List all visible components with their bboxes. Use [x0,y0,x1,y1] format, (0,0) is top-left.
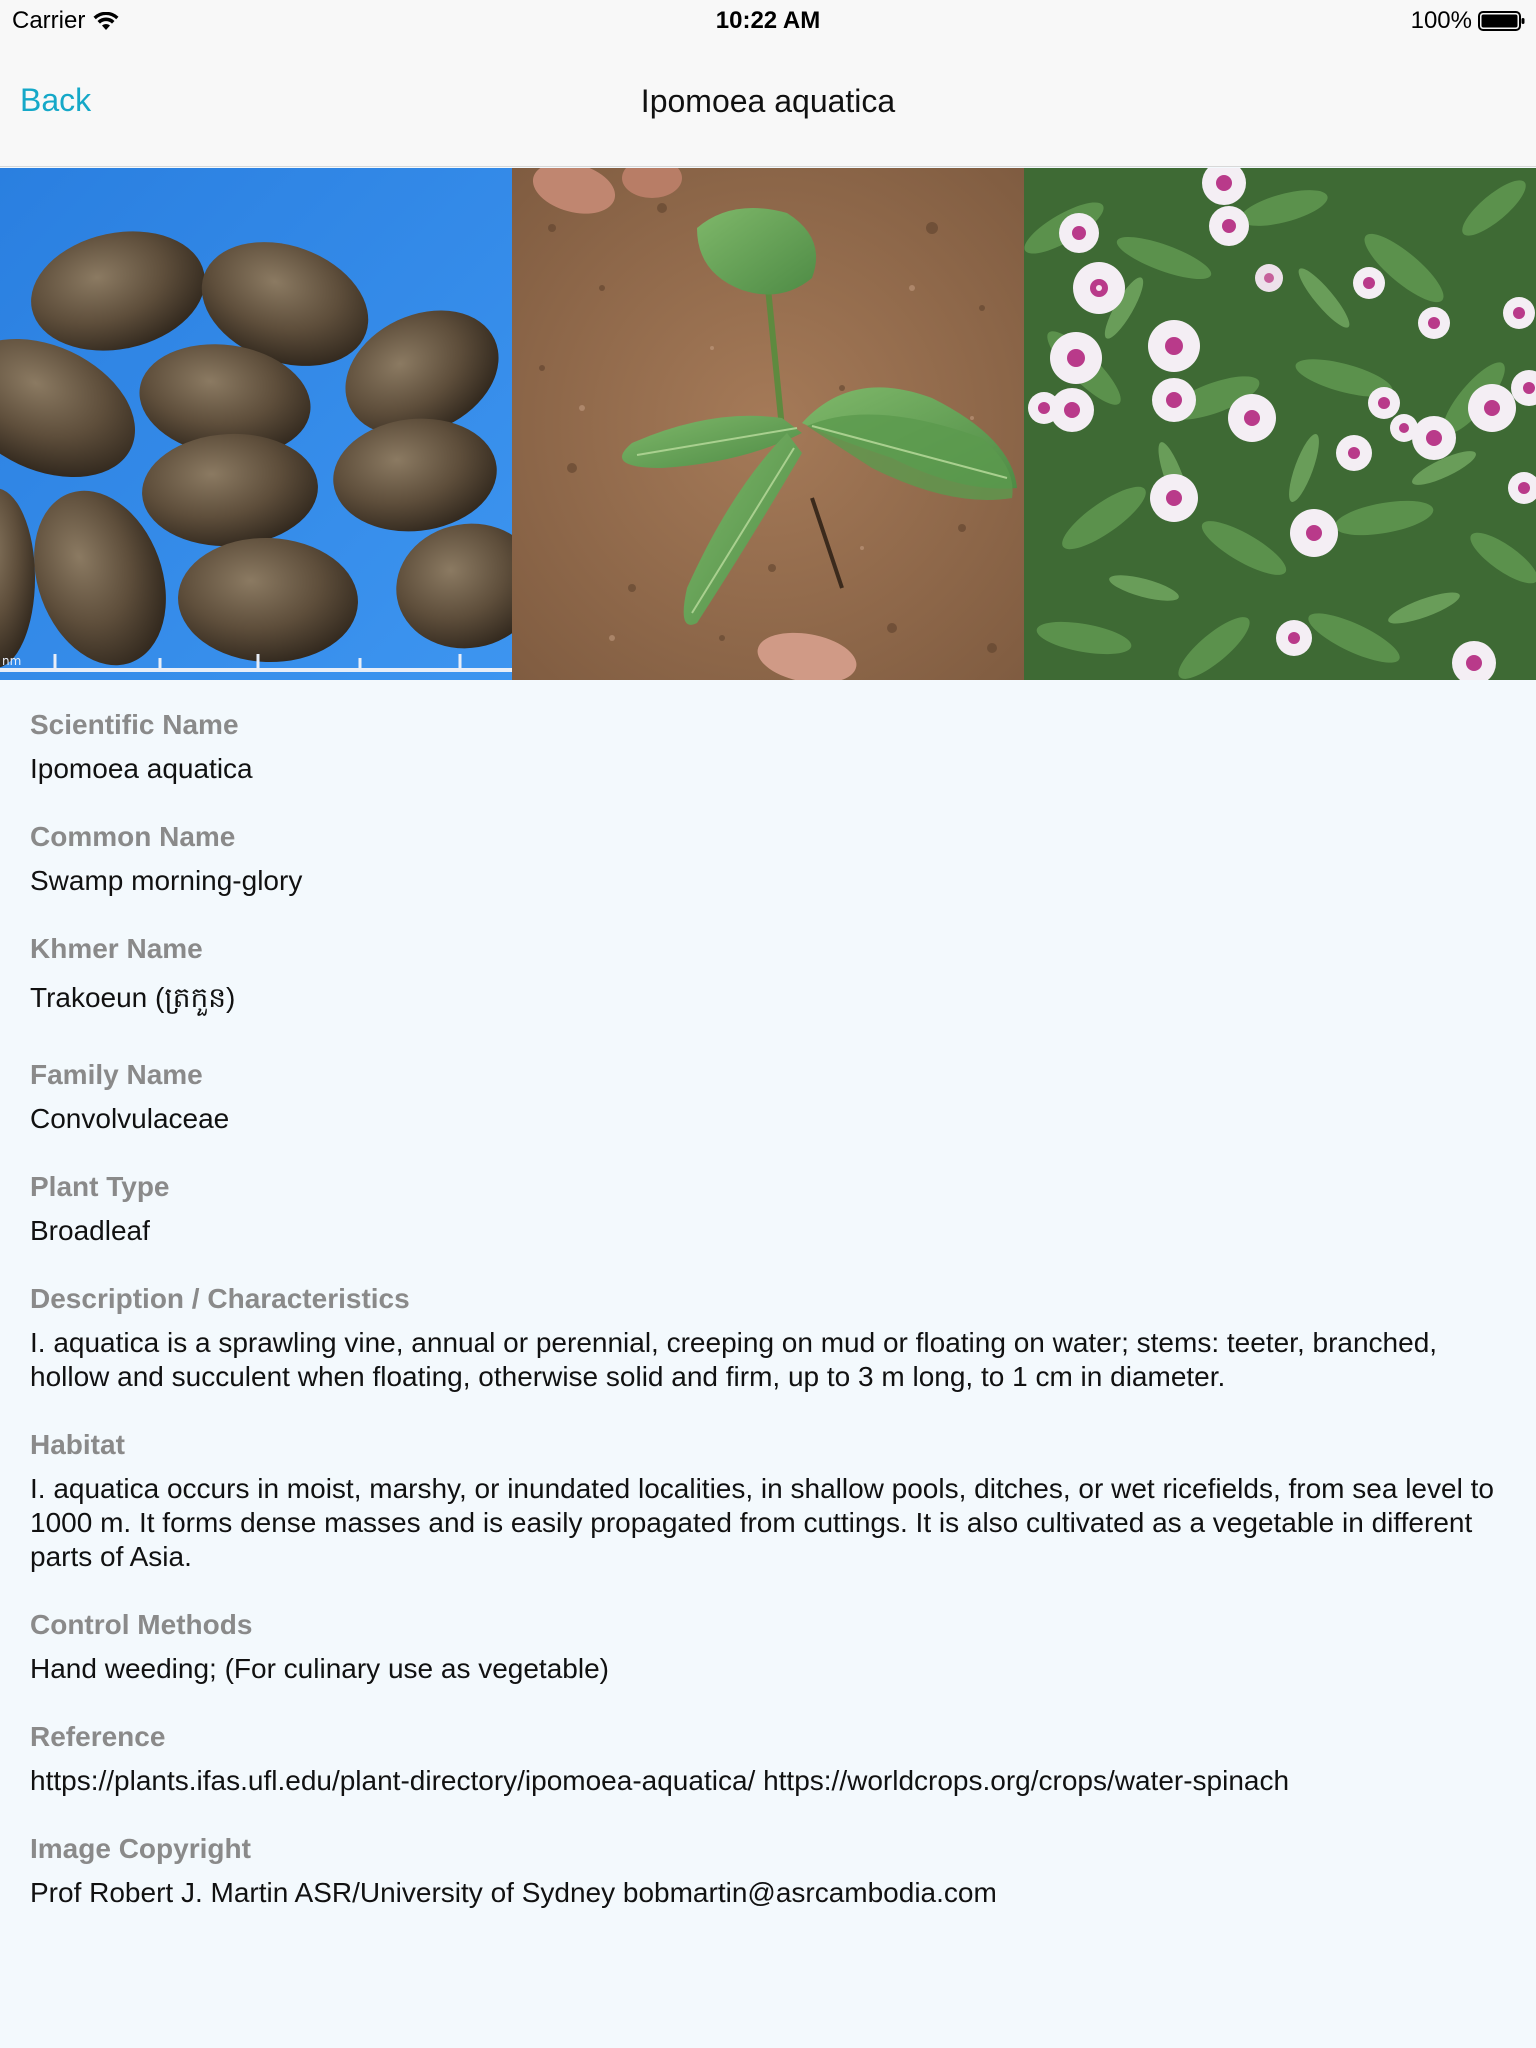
khmer-name-value: Trakoeun (ត្រកួន) [30,982,236,1013]
image-gallery [0,168,1536,680]
plant-type-value: Broadleaf [30,1215,150,1246]
common-name-field [30,820,1506,898]
battery-percent: 100% [1410,7,1472,34]
seedling-image [512,168,1024,680]
back-button[interactable]: Back [20,82,92,118]
description-field [30,1282,1506,1394]
family-name-label: Family Name [30,1059,203,1090]
family-name-field [30,1058,1506,1136]
seeds-photo[interactable] [0,168,512,680]
scientific-name-value: Ipomoea aquatica [30,753,253,784]
navigation-bar [0,40,1536,167]
reference-value: https://plants.ifas.ufl.edu/plant-directory/ipomoea-aquatica/ https://worldcrops.org/crops/water-spinach [30,1765,1290,1796]
scientific-name-field [30,708,1506,786]
image-copyright-field [30,1832,1506,1910]
control-methods-value: Hand weeding; (For culinary use as vegetable) [30,1653,609,1684]
plant-type-label: Plant Type [30,1171,170,1202]
habitat-field [30,1428,1506,1574]
image-copyright-value: Prof Robert J. Martin ASR/University of Sydney bobmartin@asrcambodia.com [30,1877,997,1908]
battery-icon [1478,10,1526,32]
status-time: 10:22 AM [715,7,821,34]
plant-type-field [30,1170,1506,1248]
ruler-unit: nm [2,654,22,668]
common-name-label: Common Name [30,821,236,852]
carrier-label: Carrier [12,7,86,34]
khmer-name-field [30,932,1506,1024]
description-value: I. aquatica is a sprawling vine, annual or perennial, creeping on mud or floating on water; stems: teeter, branched, hollow and succulent when floating, otherwise solid and firm, up to 3 m long, to 1 cm in diameter. [30,1327,1438,1392]
image-copyright-label: Image Copyright [30,1833,251,1864]
control-methods-field [30,1608,1506,1686]
family-name-value: Convolvulaceae [30,1103,230,1134]
description-label: Description / Characteristics [30,1283,410,1314]
status-bar [0,0,1536,40]
status-right [1411,7,1526,35]
common-name-value: Swamp morning-glory [30,865,303,896]
habitat-label: Habitat [30,1429,125,1460]
control-methods-label: Control Methods [30,1609,253,1640]
habitat-value: I. aquatica occurs in moist, marshy, or inundated localities, in shallow pools, ditches, or wet ricefields, from sea level to 1000 m. It forms dense masses and is easily propagated from cuttings. It is also cultivated as a vegetable in different parts of Asia. [30,1473,1494,1572]
seeds-image [0,168,512,680]
flowering-plant-photo[interactable] [1024,168,1536,680]
seedling-photo[interactable] [512,168,1024,680]
flowering-plant-image [1024,168,1536,680]
plant-details [30,708,1506,1944]
khmer-name-label: Khmer Name [30,933,203,964]
reference-field [30,1720,1506,1798]
scientific-name-label: Scientific Name [30,709,239,740]
reference-label: Reference [30,1721,166,1752]
page-title: Ipomoea aquatica [640,83,896,119]
